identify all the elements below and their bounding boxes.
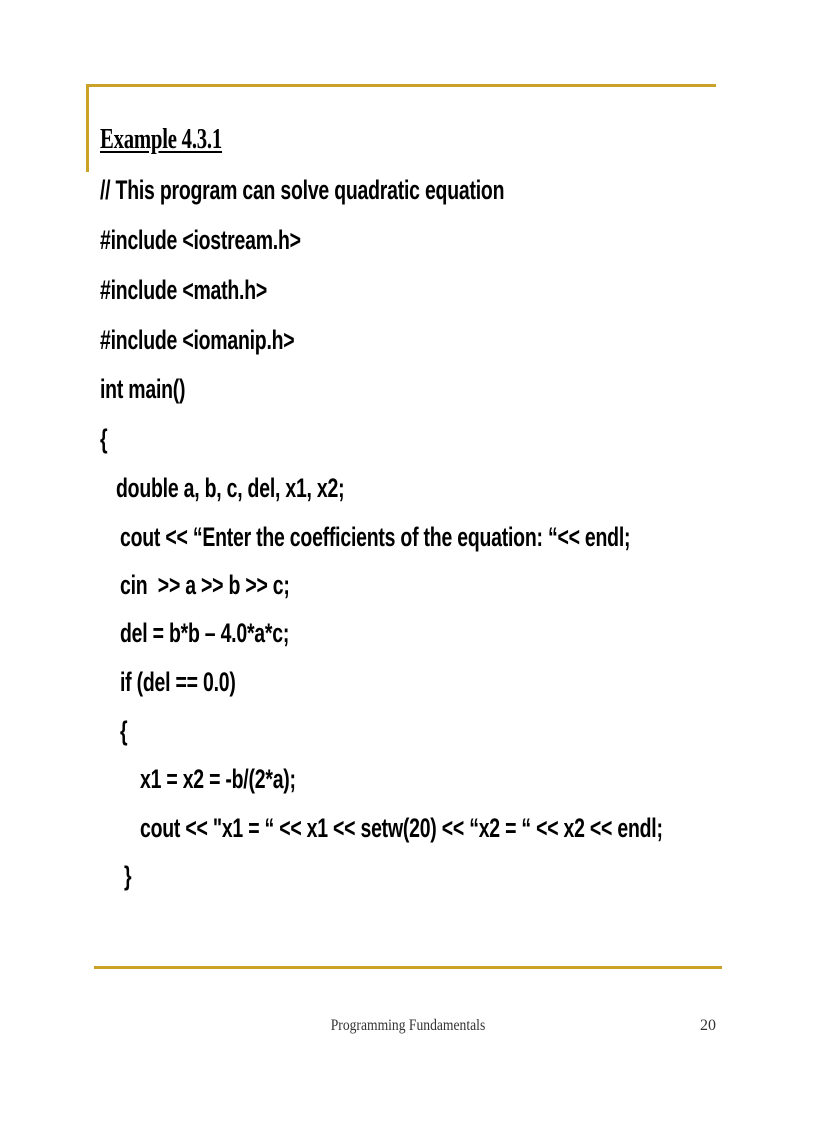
- code-line-main: int main(): [100, 374, 186, 404]
- code-line-assign-roots: x1 = x2 = -b/(2*a);: [140, 764, 296, 794]
- example-heading: Example 4.3.1: [100, 124, 223, 155]
- top-accent-rule: [86, 84, 716, 87]
- footer-title: Programming Fundamentals: [330, 1017, 486, 1034]
- code-line-inner-open-brace: {: [120, 716, 128, 746]
- code-line-if: if (del == 0.0): [120, 667, 236, 697]
- code-line-cout-roots: cout << "x1 = “ << x1 << setw(20) << “x2 = “ << x2 << endl;: [140, 813, 663, 843]
- code-line-open-brace: {: [100, 424, 108, 454]
- code-line-cout-prompt: cout << “Enter the coefficients of the equation: “<< endl;: [120, 522, 631, 552]
- left-accent-rule: [86, 84, 89, 172]
- code-line-del: del = b*b – 4.0*a*c;: [120, 618, 290, 648]
- bottom-accent-rule: [94, 966, 722, 969]
- code-line-include-iostream: #include <iostream.h>: [100, 225, 301, 255]
- code-line-inner-close-brace: }: [124, 861, 132, 891]
- code-line-comment: // This program can solve quadratic equation: [100, 175, 505, 205]
- code-line-include-iomanip: #include <iomanip.h>: [100, 325, 295, 355]
- code-line-cin: cin >> a >> b >> c;: [120, 570, 290, 600]
- code-line-include-math: #include <math.h>: [100, 275, 268, 305]
- page-number: 20: [700, 1017, 716, 1034]
- code-line-declarations: double a, b, c, del, x1, x2;: [116, 473, 345, 503]
